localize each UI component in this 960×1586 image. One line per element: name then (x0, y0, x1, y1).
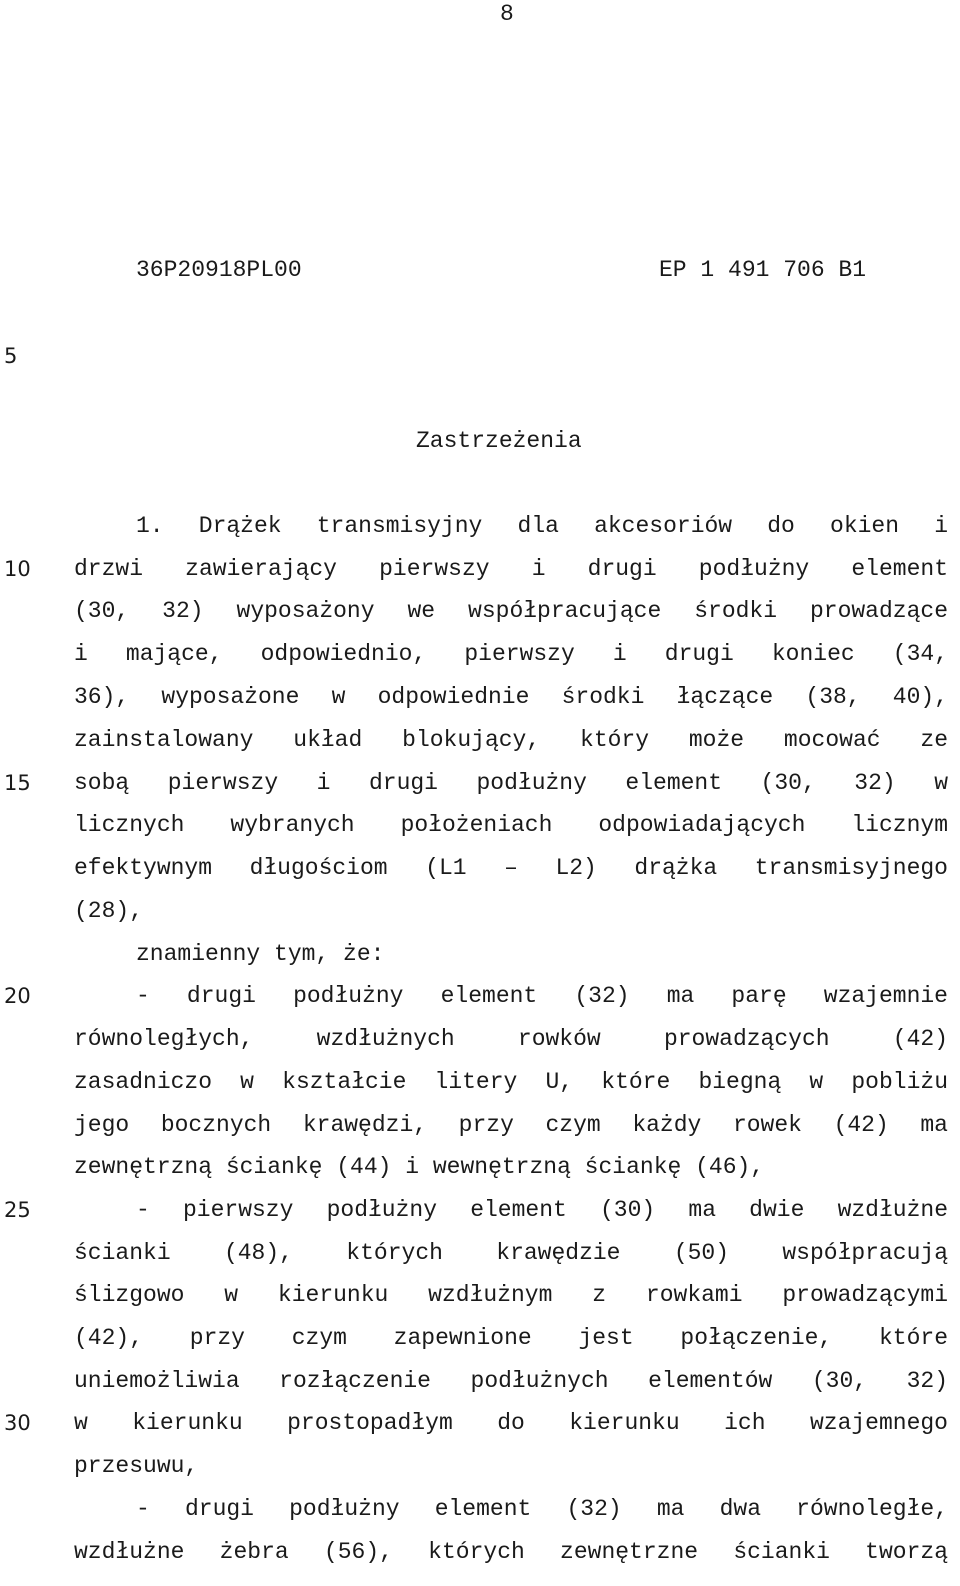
claim-text-line: ścianki (48), których krawędzie (50) współpracują (74, 1240, 948, 1266)
line-number-20: 20 (4, 984, 31, 1008)
claim-text-line: jego bocznych krawędzi, przy czym każdy rowek (42) ma (74, 1112, 948, 1138)
claim-text-line: w kierunku prostopadłym do kierunku ich wzajemnego (74, 1410, 948, 1436)
line-number-5: 5 (4, 344, 18, 368)
claim-text-line: ślizgowo w kierunku wzdłużnym z rowkami prowadzącymi (74, 1282, 948, 1308)
claim-text-line: uniemożliwia rozłączenie podłużnych elementów (30, 32) (74, 1368, 948, 1394)
claim-text-line: wzdłużne żebra (56), których zewnętrzne ścianki tworzą (74, 1539, 948, 1565)
claim-text-line: 36), wyposażone w odpowiednie środki łączące (38, 40), (74, 684, 948, 710)
document-id-left: 36P20918PL00 (136, 257, 302, 283)
claim-text-line: równoległych, wzdłużnych rowków prowadzących (42) (74, 1026, 948, 1052)
document-id-right: EP 1 491 706 B1 (659, 257, 867, 283)
line-number-15: 15 (4, 771, 31, 795)
section-heading: Zastrzeżenia (416, 428, 582, 454)
line-number-30: 30 (4, 1411, 31, 1435)
claim-text-line: - pierwszy podłużny element (30) ma dwie wzdłużne (136, 1197, 948, 1223)
claim-text-line: (30, 32) wyposażony we współpracujące środki prowadzące (74, 598, 948, 624)
claim-text-line: licznych wybranych położeniach odpowiadających licznym (74, 812, 948, 838)
claim-text-line: - drugi podłużny element (32) ma dwa równoległe, (136, 1496, 948, 1522)
claim-text-line: drzwi zawierający pierwszy i drugi podłużny element (74, 556, 948, 582)
claim-text-line: (42), przy czym zapewnione jest połączenie, które (74, 1325, 948, 1351)
claim-text-line: 1. Drążek transmisyjny dla akcesoriów do okien i (136, 513, 948, 539)
claim-text-line: zasadniczo w kształcie litery U, które biegną w pobliżu (74, 1069, 948, 1095)
page-number: 8 (500, 1, 514, 27)
line-number-25: 25 (4, 1198, 31, 1222)
claim-text-line: sobą pierwszy i drugi podłużny element (30, 32) w (74, 770, 948, 796)
claim-text-line: (28), (74, 898, 144, 924)
claim-text-line: przesuwu, (74, 1453, 199, 1479)
claim-text-line: i mające, odpowiednio, pierwszy i drugi koniec (34, (74, 641, 948, 667)
claim-text-line: - drugi podłużny element (32) ma parę wzajemnie (136, 983, 948, 1009)
claim-text-line: efektywnym długościom (L1 – L2) drążka transmisyjnego (74, 855, 948, 881)
claim-text-line: zewnętrzną ściankę (44) i wewnętrzną ściankę (46), (74, 1154, 765, 1180)
line-number-10: 10 (4, 557, 31, 581)
claim-text-line: zainstalowany układ blokujący, który może mocować ze (74, 727, 948, 753)
claim-text-line: znamienny tym, że: (136, 941, 385, 967)
